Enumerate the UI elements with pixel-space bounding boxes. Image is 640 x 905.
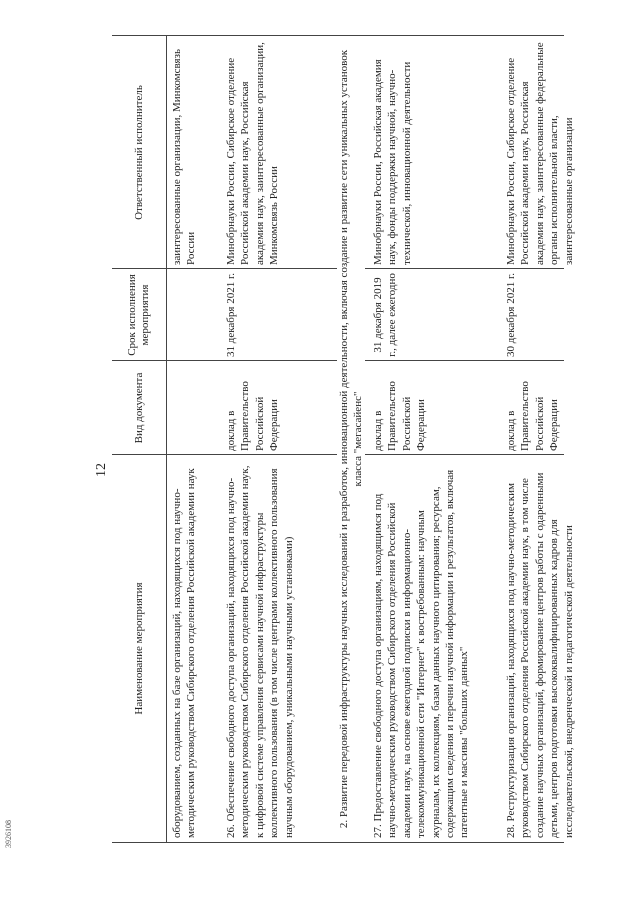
row-0-name: оборудованием, созданных на базе организаций, находящихся под научно-методическим руководством Сибирского отделения Российской академии наук [171,468,198,838]
row-2-term: 31 декабря 2019 г., далее ежегодно [372,273,399,357]
row-3-resp: Минобрнауки России, Сибирское отделение Российской академии наук, Российская академия наук, заинтересованные федеральные органы исполнительной власти, заинтересованные организации [505,42,575,265]
row-2-doc: доклад в Правительство Российской Федерации [372,381,428,451]
section-title: 2. Развитие передовой инфраструктуры научных исследований и разработок, инновационной деятельности, включая создание и развитие сети уникальных установок класса "мегасайенс" [337,36,365,842]
row-2-resp: Минобрнауки России, Российская академия наук, фонды поддержки научной, научно-технической, инновационной деятельности [372,59,413,265]
measures-table [112,35,575,843]
row-3-name: 28. Реструктуризация организаций, находящихся под научно-методическим руководством Сибирского отделения Российской академии наук, в том числе создание научных организаций, формирование центров работы с одаренными детьми, центров подготовки высококвалифицированных кадров для исследовательской, внедренческой и педагогической деятельности [505,472,575,838]
header-name: Наименование мероприятия [132,582,145,715]
table-header [112,36,167,842]
row-1-doc: доклад в Правительство Российской Федерации [225,381,281,451]
row-1-term: 31 декабря 2021 г. [225,273,237,357]
row-3-doc: доклад в Правительство Российской Федерации [505,381,561,451]
header-term: Срок исполнения мероприятия [126,274,151,356]
document-stamp: 3926108 [4,820,13,848]
header-resp: Ответственный исполнитель [132,85,145,220]
row-1-name: 26. Обеспечение свободного доступа организаций, находящихся под научно-методическим руководством Сибирского отделения Российской академии наук, к цифровой системе управления сервисами научной инфраструктуры коллективного пользования (в том числе центрами коллективного пользования научным оборудованием, уникальными научными установками) [225,465,295,838]
header-doc: Вид документа [132,372,145,444]
row-2-name: 27. Предоставление свободного доступа организациям, находящимся под научно-методическим руководством Сибирского отделения Российской академии наук, на основе ежегодной подписки в информационно-телекоммуникационной сети "Интернет" к востребованным: научным журналам, их коллекциям, базам данных научного цитирования; ресурсам, содержащим сведения и перечни научной информации и результатов, включая патентные и массивы "больших данных" [372,469,471,838]
row-1-resp: Минобрнауки России, Сибирское отделение Российской академии наук, Российская академия наук, заинтересованные организации, Минкомсвязь России [225,42,281,265]
row-0-resp: заинтересованные организации, Минкомсвязь России [171,49,198,265]
page-number: 12 [94,463,109,477]
row-3-term: 30 декабря 2021 г. [505,273,517,357]
